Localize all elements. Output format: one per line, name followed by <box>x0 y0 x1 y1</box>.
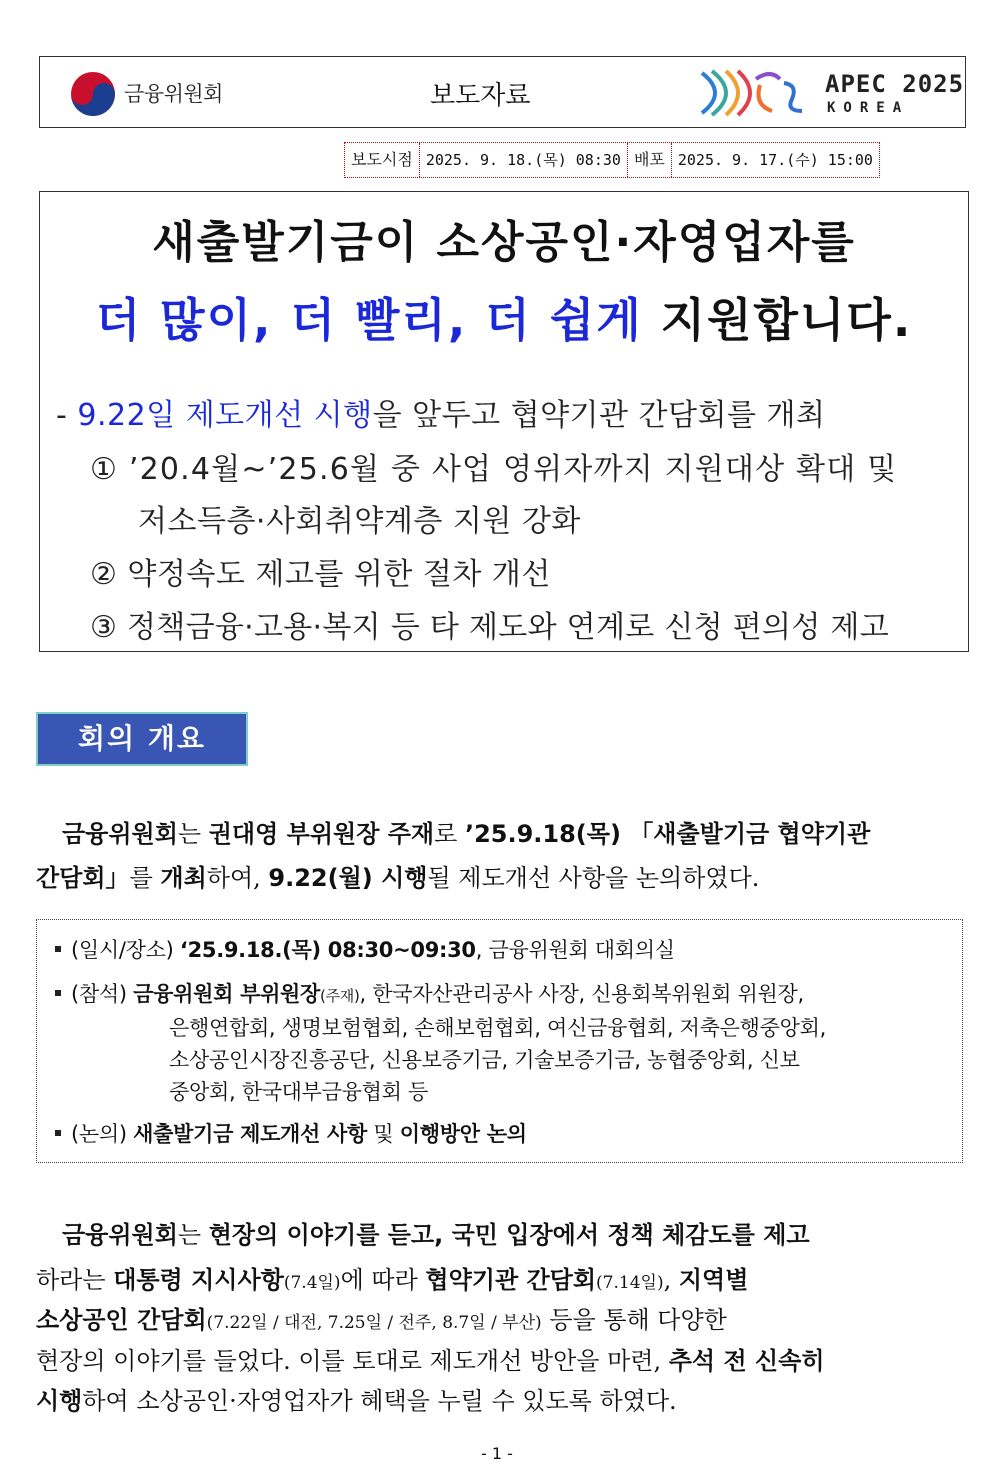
run: 개최 <box>160 864 207 892</box>
run: 하여, <box>206 864 269 892</box>
summary-item-1a: ① ’20.4월~’25.6월 중 사업 영위자까지 지원대상 확대 및 <box>90 452 898 487</box>
run: 현장의 이야기를 듣고, 국민 입장에서 정책 체감도를 제고 <box>208 1221 810 1249</box>
doc-type-title: 보도자료 <box>430 81 531 111</box>
discussion-conj: 및 <box>367 1122 400 1146</box>
discussion-topic-1: 새출발기금 제도개선 사항 <box>133 1122 368 1146</box>
para1-line1 <box>62 814 870 849</box>
headline-box <box>39 191 969 652</box>
bullet-icon <box>55 990 61 996</box>
summary-item-1b: 저소득층·사회취약계층 지원 강화 <box>138 504 581 539</box>
headline-line2 <box>40 284 968 350</box>
run: 권대영 부위원장 주재 <box>208 820 435 848</box>
attendees-list-2: 은행연합회, 생명보험협회, 손해보험협회, 여신금융협회, 저축은행중앙회, <box>169 1016 826 1040</box>
headline-line2-rest: 지원합니다. <box>642 293 913 347</box>
run: 시행 <box>36 1387 83 1415</box>
run: (7.4일) <box>283 1273 341 1293</box>
summary-dash: - <box>56 398 78 433</box>
discussion-topic-2: 이행방안 논의 <box>399 1122 527 1146</box>
datetime-place: , 금융위원회 대회의실 <box>475 938 675 962</box>
headline-emphasis: 더 많이, 더 빨리, 더 쉽게 <box>95 293 643 347</box>
section-heading: 회의 개요 <box>36 712 248 766</box>
taegeuk-logo-icon <box>70 71 116 117</box>
apec-title: APEC 2025 <box>825 70 965 98</box>
bullet-icon <box>55 946 61 952</box>
embargo-label: 보도시점 <box>345 143 420 177</box>
bullet-icon <box>55 1130 61 1136</box>
info-attendees <box>55 978 804 1008</box>
discussion-label: (논의) <box>71 1122 134 1146</box>
attendees-host-note: (주재) <box>320 987 360 1005</box>
run: 대통령 지시사항 <box>113 1266 284 1294</box>
run: 현장의 이야기를 들었다. 이를 토대로 제도개선 방안을 마련, <box>36 1347 669 1375</box>
attendees-list-4: 중앙회, 한국대부금융협회 등 <box>169 1080 428 1104</box>
meeting-info-box <box>36 919 963 1163</box>
run: ’25.9.18(목) 「새출발기금 협약기관 <box>464 820 871 848</box>
distribution-value: 2025. 9. 17.(수) 15:00 <box>677 151 873 169</box>
headline-line1: 새출발기금이 소상공인·자영업자를 <box>152 217 856 268</box>
embargo-value: 2025. 9. 18.(목) 08:30 <box>420 143 628 177</box>
run: 9.22(월) 시행 <box>268 864 428 892</box>
run: 하라는 <box>36 1266 114 1294</box>
org-name: 금융위원회 <box>124 82 223 106</box>
run: (7.14일) <box>596 1273 664 1293</box>
run: 지역별 <box>678 1266 749 1294</box>
run: 간담회」 <box>36 864 130 892</box>
distribution-label: 배포 <box>628 143 672 177</box>
run: 금융위원회 <box>62 1221 178 1249</box>
page-number: - 1 - <box>481 1444 513 1463</box>
run: (7.22일 / 대전, 7.25일 / 전주, 8.7일 / 부산) <box>206 1313 542 1333</box>
run: , <box>663 1266 679 1294</box>
para1-line2 <box>36 858 759 893</box>
attendees-host: 금융위원회 부위원장 <box>133 982 321 1006</box>
run: 될 제도개선 사항을 논의하였다. <box>427 864 760 892</box>
run: 로 <box>434 820 465 848</box>
para2-line1 <box>62 1215 810 1250</box>
summary-line <box>56 390 825 434</box>
info-discussion <box>55 1118 527 1148</box>
run: 를 <box>129 864 161 892</box>
run: 는 <box>177 820 209 848</box>
run: 소상공인 간담회 <box>36 1306 207 1334</box>
run: 협약기관 간담회 <box>425 1266 597 1294</box>
para2-line2 <box>36 1260 748 1295</box>
attendees-list-3: 소상공인시장진흥공단, 신용보증기금, 기술보증기금, 농협중앙회, 신보 <box>169 1048 800 1072</box>
para2-line5 <box>36 1381 677 1416</box>
apec-logo-icon <box>698 65 818 121</box>
run: 에 따라 <box>340 1266 426 1294</box>
run: 는 <box>177 1221 209 1249</box>
press-header <box>39 56 966 128</box>
attendees-label: (참석) <box>71 982 134 1006</box>
apec-subtitle: KOREA <box>827 100 910 116</box>
summary-emphasis: 9.22일 제도개선 시행 <box>77 398 373 433</box>
para2-line3 <box>36 1300 727 1335</box>
datetime-value: ‘25.9.18.(목) 08:30~09:30 <box>179 938 476 962</box>
attendees-list-1: , 한국자산관리공사 사장, 신용회복위원회 위원장, <box>359 982 804 1006</box>
summary-rest: 을 앞두고 협약기관 간담회를 개최 <box>372 398 826 433</box>
run: 금융위원회 <box>62 820 178 848</box>
info-datetime <box>55 934 675 964</box>
run: 하여 소상공인·자영업자가 혜택을 누릴 수 있도록 하였다. <box>82 1387 677 1415</box>
run: 추석 전 신속히 <box>668 1347 825 1375</box>
summary-item-3: ③ 정책금융·고용·복지 등 타 제도와 연계로 신청 편의성 제고 <box>90 610 889 645</box>
release-time-table <box>344 142 880 178</box>
run: 등을 통해 다양한 <box>541 1306 727 1334</box>
para2-line4 <box>36 1341 825 1376</box>
datetime-label: (일시/장소) <box>71 938 180 962</box>
summary-item-2: ② 약정속도 제고를 위한 절차 개선 <box>90 557 551 592</box>
